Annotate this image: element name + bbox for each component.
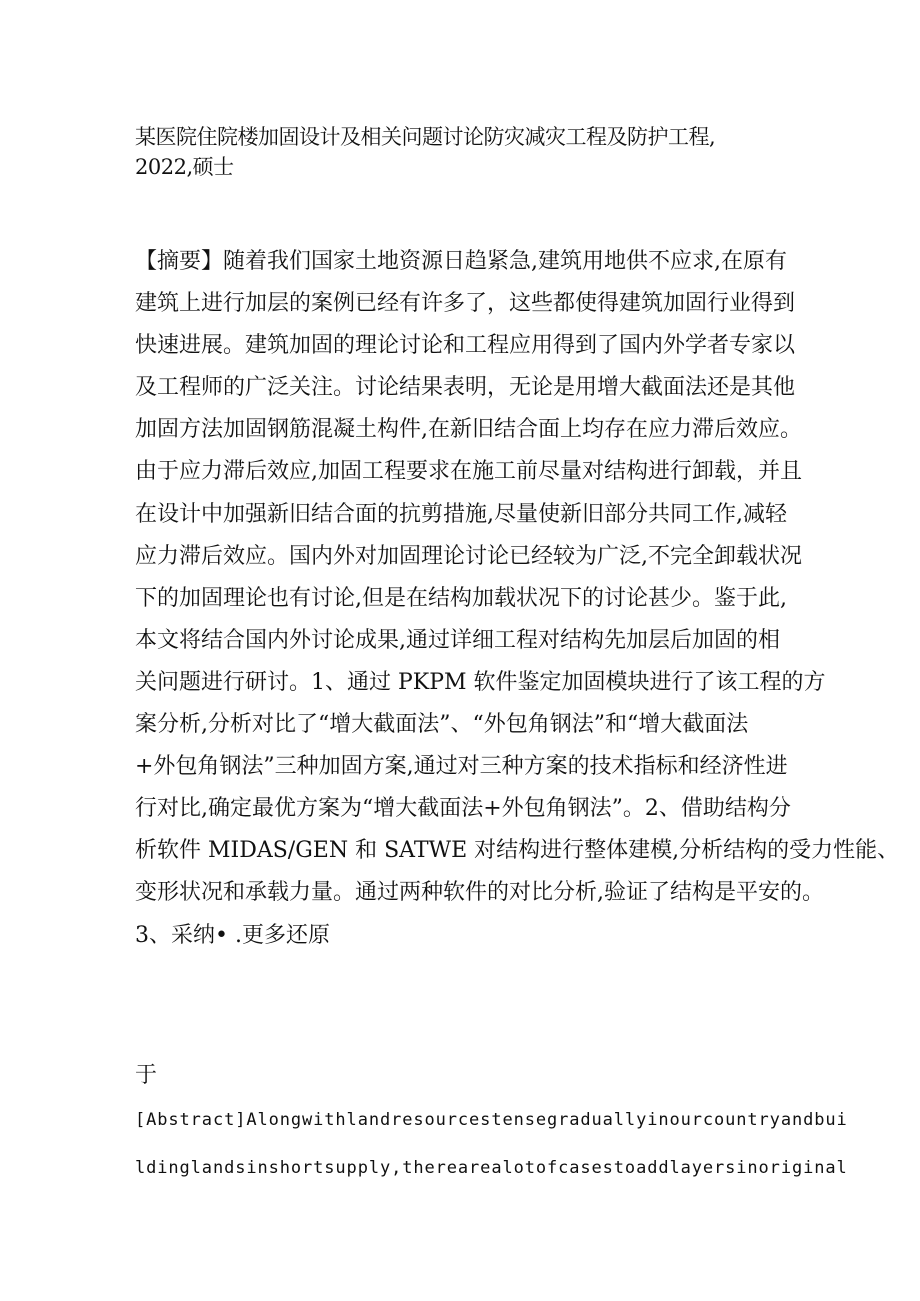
abstract-line: 应力滞后效应。国内外对加固理论讨论已经较为广泛,不完全卸载状况 [135, 543, 802, 569]
abstract-english-line-2: ldinglandsinshortsupply,therearealotofcasestoaddlayersinoriginal [135, 1158, 848, 1178]
abstract-line: 建筑上进行加层的案例已经有许多了，这些都使得建筑加固行业得到 [135, 291, 796, 317]
abstract-line: 及工程师的广泛关注。讨论结果表明，无论是用增大截面法还是其他 [135, 375, 796, 401]
abstract-line: 在设计中加强新旧结合面的抗剪措施,尽量使新旧部分共同工作,减轻 [135, 501, 787, 527]
abstract-english-line-1: [Abstract]Alongwithlandresourcestensegraduallyinourcountryandbui [135, 1110, 848, 1130]
abstract-line: 析软件 MIDAS/GEN 和 SATWE 对结构进行整体建模,分析结构的受力性能、 [135, 838, 900, 864]
abstract-line: 案分析,分析对比了“增大截面法”、“外包角钢法”和“增大截面法 [135, 712, 749, 738]
abstract-line: 下的加固理论也有讨论,但是在结构加载状况下的讨论甚少。鉴于此, [135, 585, 787, 611]
abstract-line: 行对比,确定最优方案为“增大截面法+外包角钢法”。2、借助结构分 [135, 796, 791, 822]
document-title [135, 122, 795, 182]
abstract-line: 加固方法加固钢筋混凝土构件,在新旧结合面上均存在应力滞后效应。 [135, 417, 802, 443]
abstract-line: +外包角钢法”三种加固方案,通过对三种方案的技术指标和经济性进 [135, 754, 788, 780]
abstract-chinese [135, 241, 900, 957]
abstract-line-more: 3、采纳• .更多还原 [135, 922, 330, 948]
title-line-1: 某医院住院楼加固设计及相关问题讨论防灾减灾工程及防护工程, [135, 125, 716, 149]
abstract-line: 快速进展。建筑加固的理论讨论和工程应用得到了国内外学者专家以 [135, 333, 796, 359]
title-line-2: 2022,硕士 [135, 155, 234, 179]
stray-character: 于 [135, 1063, 158, 1088]
abstract-line: 本文将结合国内外讨论成果,通过详细工程对结构先加层后加固的相 [135, 627, 780, 653]
abstract-line: 由于应力滞后效应,加固工程要求在施工前尽量对结构进行卸载，并且 [135, 459, 802, 485]
abstract-line: 变形状况和承载力量。通过两种软件的对比分析,验证了结构是平安的。 [135, 880, 824, 906]
abstract-line: 关问题进行研讨。1、通过 PKPM 软件鉴定加固模块进行了该工程的方 [135, 669, 826, 695]
abstract-line: 【摘要】随着我们国家土地资源日趋紧急,建筑用地供不应求,在原有 [135, 249, 787, 274]
